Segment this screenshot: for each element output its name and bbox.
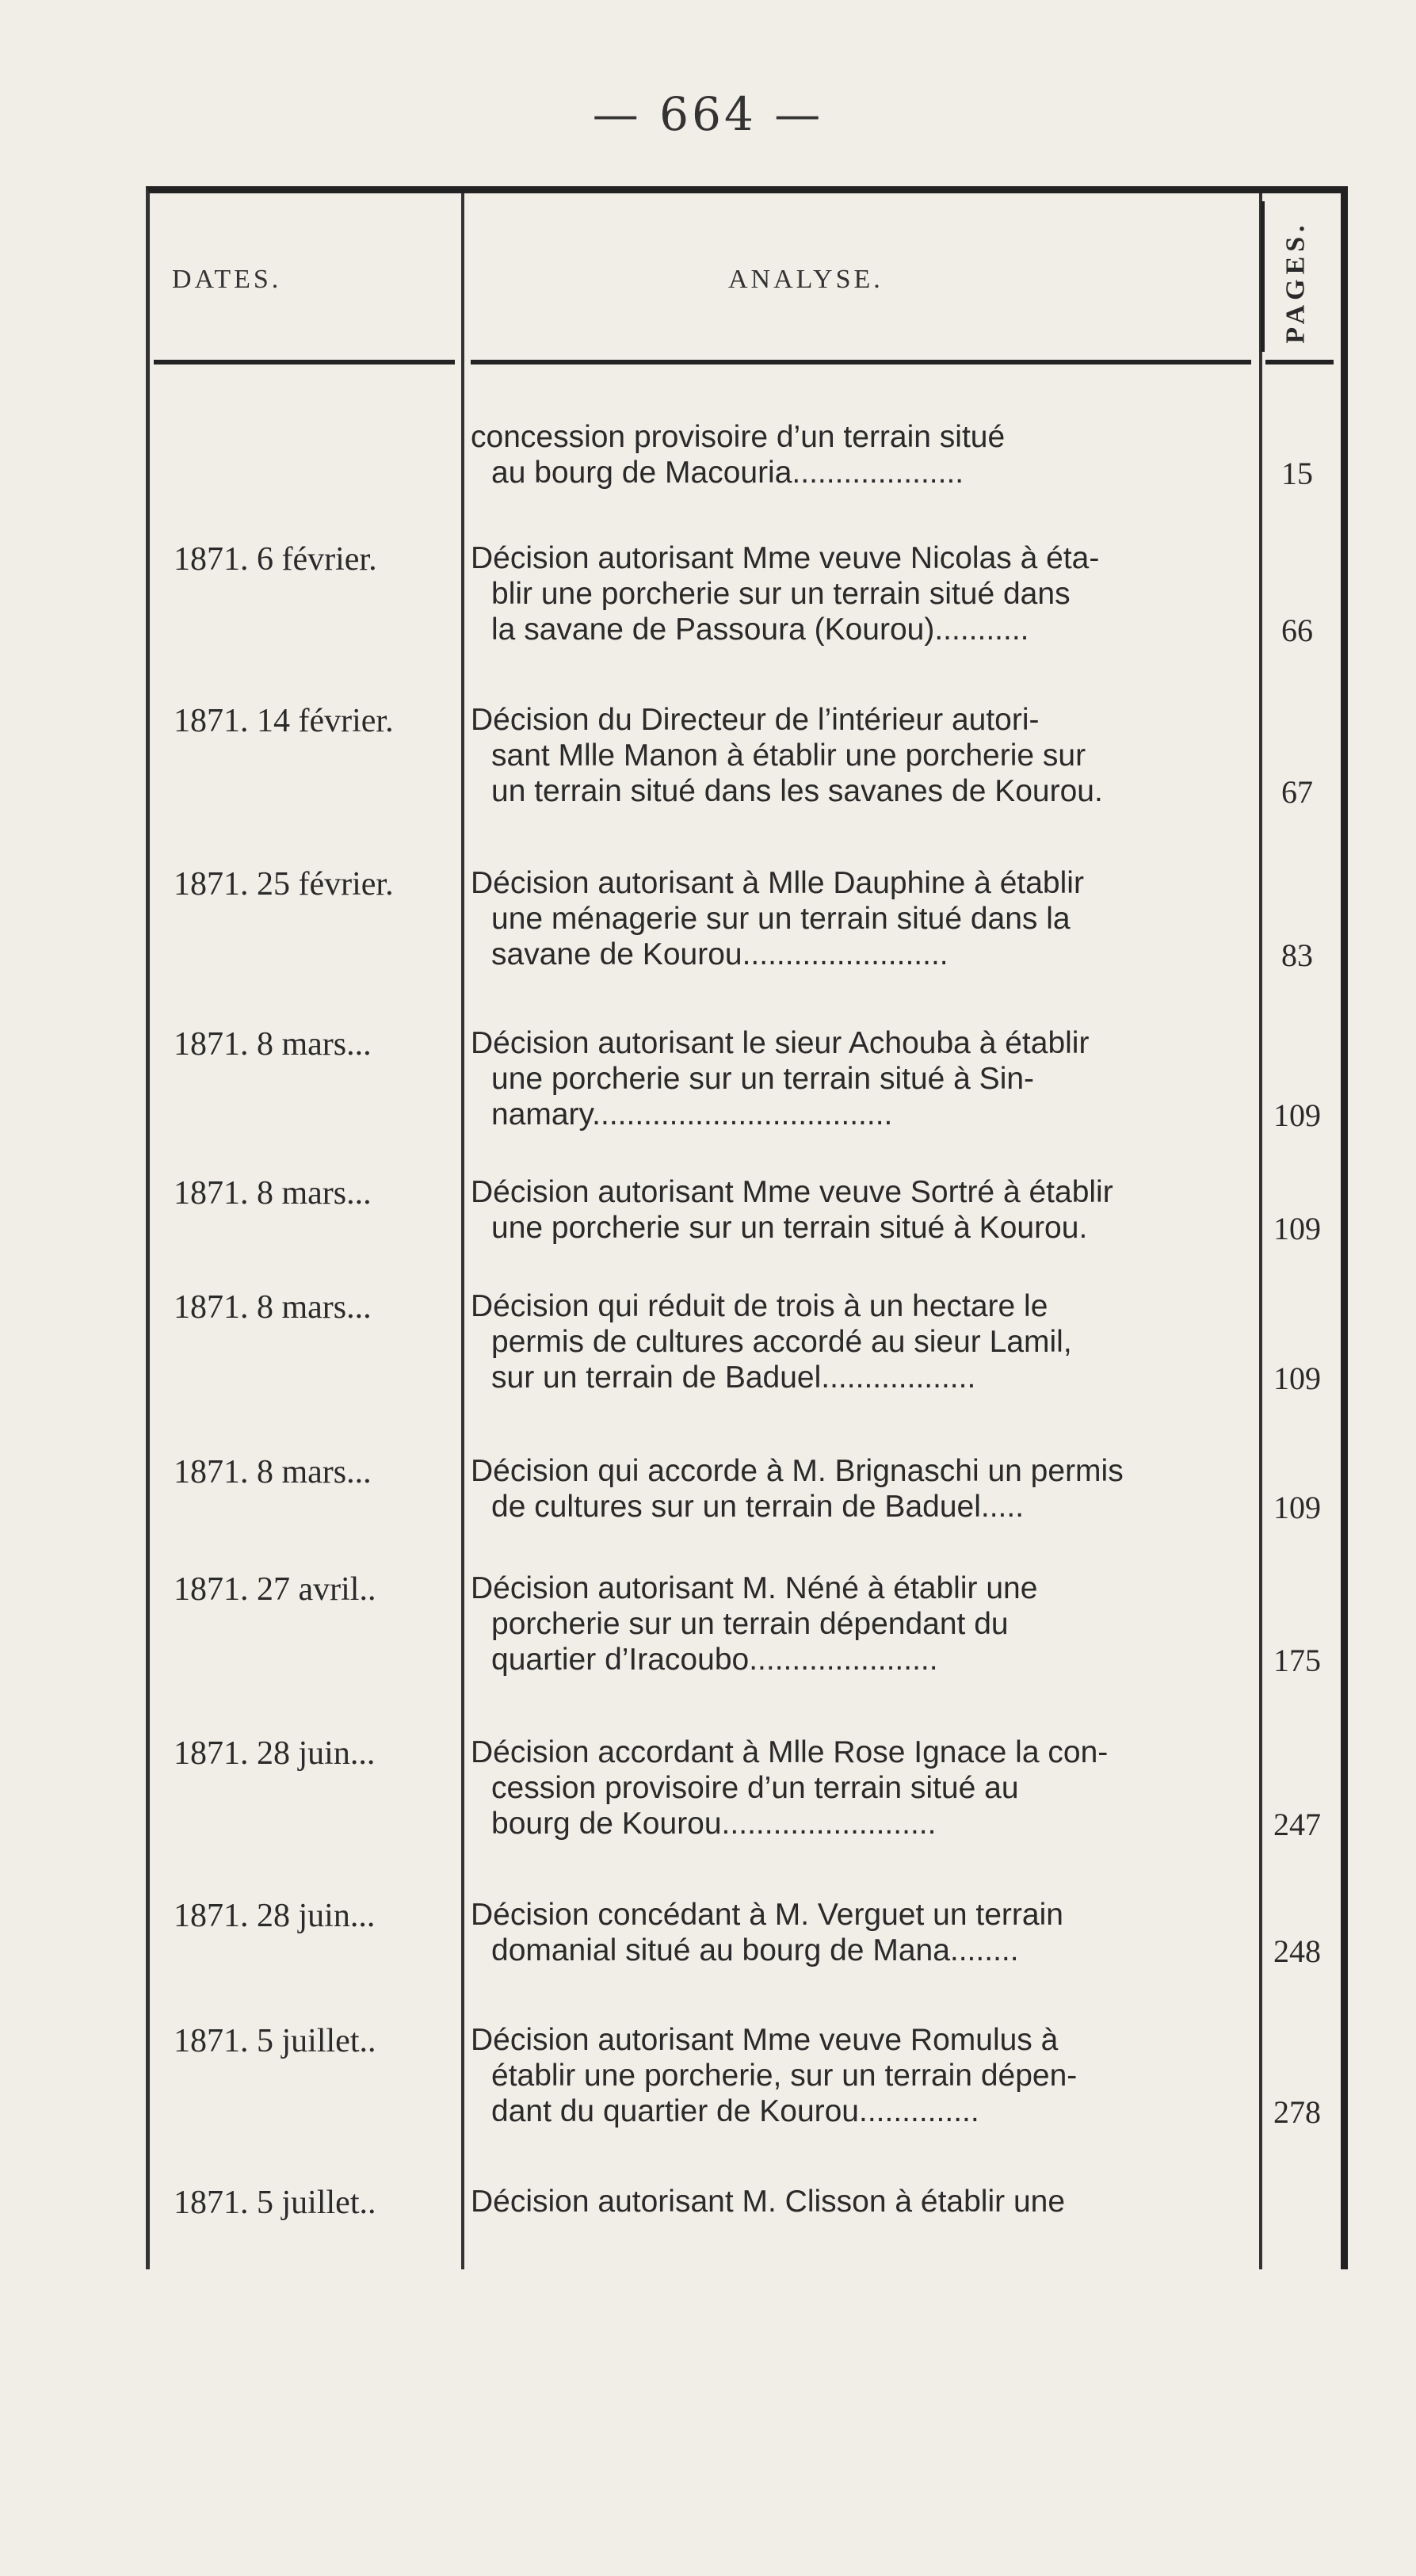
row-analysis [471, 1897, 1263, 1968]
analysis-line: sur un terrain de Baduel.................. [491, 1361, 976, 1395]
analysis-line: domanial situé au bourg de Mana........ [491, 1933, 1019, 1967]
row-page-number: 67 [1281, 774, 1313, 810]
row-page-number: 248 [1273, 1933, 1321, 1969]
row-analysis [471, 1288, 1263, 1395]
analysis-line: Décision autorisant Mme veuve Romulus à [471, 2023, 1059, 2057]
header-pages [1261, 211, 1332, 353]
row-analysis [471, 2022, 1263, 2129]
analysis-line: une ménagerie sur un terrain situé dans la [491, 902, 1071, 936]
row-analysis [471, 540, 1263, 647]
row-page-number: 109 [1273, 1211, 1321, 1246]
analysis-line: Décision concédant à M. Verguet un terrain [471, 1898, 1063, 1932]
row-date: 1871. 8 mars... [174, 1026, 372, 1063]
header-dates: DATES. [172, 265, 282, 294]
analysis-line: Décision autorisant Mme veuve Nicolas à éta- [471, 541, 1100, 575]
analysis-line: une porcherie sur un terrain situé à Sin- [491, 1062, 1035, 1096]
analysis-line: namary................................... [491, 1097, 893, 1132]
page-number: — 664 — [592, 87, 824, 141]
header-rule-analyse [471, 360, 1251, 364]
row-date: 1871. 28 juin... [174, 1735, 376, 1772]
analysis-line: Décision du Directeur de l’intérieur autori- [471, 703, 1040, 737]
row-page-number: 15 [1281, 456, 1313, 491]
row-date: 1871. 28 juin... [174, 1898, 376, 1934]
row-page-number: 109 [1273, 1097, 1321, 1133]
table-frame [146, 186, 1348, 2269]
row-analysis [471, 1025, 1263, 1132]
row-page-number: 83 [1281, 937, 1313, 973]
row-page-number: 247 [1273, 1807, 1321, 1842]
analysis-line: Décision qui accorde à M. Brignaschi un permis [471, 1454, 1124, 1488]
analysis-line: au bourg de Macouria.................... [491, 456, 964, 490]
header-rule-dates [154, 360, 455, 364]
row-date: 1871. 27 avril.. [174, 1571, 376, 1608]
analysis-line: bourg de Kourou......................... [491, 1807, 937, 1841]
analysis-line: concession provisoire d’un terrain situé [471, 420, 1006, 454]
row-date: 1871. 5 juillet.. [174, 2023, 376, 2059]
row-analysis [471, 1174, 1263, 1246]
analysis-line: la savane de Passoura (Kourou)........... [491, 613, 1029, 647]
analysis-line: Décision autorisant à Mlle Dauphine à établir [471, 866, 1084, 900]
analysis-line: de cultures sur un terrain de Baduel..... [491, 1490, 1025, 1524]
analysis-line: Décision autorisant M. Clisson à établir une [471, 2185, 1066, 2219]
analysis-line: Décision autorisant M. Néné à établir une [471, 1571, 1038, 1605]
analysis-line: sant Mlle Manon à établir une porcherie sur [491, 738, 1086, 773]
row-analysis [471, 419, 1263, 490]
row-date: 1871. 14 février. [174, 703, 394, 739]
row-analysis [471, 2184, 1263, 2219]
row-page-number: 109 [1273, 1490, 1321, 1525]
analysis-line: cession provisoire d’un terrain situé au [491, 1771, 1019, 1805]
analysis-line: Décision autorisant Mme veuve Sortré à établir [471, 1175, 1113, 1209]
analysis-line: Décision qui réduit de trois à un hectare le [471, 1289, 1048, 1323]
analysis-line: permis de cultures accordé au sieur Lamil, [491, 1325, 1072, 1359]
header-pages-label: PAGES. [1281, 220, 1311, 344]
analysis-line: dant du quartier de Kourou.............. [491, 2094, 979, 2128]
row-date: 1871. 6 février. [174, 541, 377, 578]
row-page-number: 109 [1273, 1361, 1321, 1396]
analysis-line: établir une porcherie, sur un terrain dépen- [491, 2059, 1078, 2093]
row-analysis [471, 702, 1263, 809]
column-divider-dates [461, 193, 464, 2269]
analysis-line: porcherie sur un terrain dépendant du [491, 1607, 1009, 1641]
analysis-line: quartier d’Iracoubo...................... [491, 1643, 938, 1677]
analysis-line: Décision autorisant le sieur Achouba à établir [471, 1026, 1090, 1060]
row-page-number: 66 [1281, 613, 1313, 648]
row-analysis [471, 1453, 1263, 1525]
row-page-number: 278 [1273, 2094, 1321, 2130]
row-date: 1871. 8 mars... [174, 1454, 372, 1490]
analysis-line: une porcherie sur un terrain situé à Kourou. [491, 1211, 1088, 1245]
header-analyse: ANALYSE. [728, 265, 884, 294]
analysis-line: blir une porcherie sur un terrain situé dans [491, 577, 1071, 611]
row-date: 1871. 8 mars... [174, 1289, 372, 1326]
row-analysis [471, 1570, 1263, 1677]
row-date: 1871. 5 juillet.. [174, 2185, 376, 2221]
row-analysis [471, 865, 1263, 972]
analysis-line: Décision accordant à Mlle Rose Ignace la con- [471, 1735, 1109, 1769]
analysis-line: un terrain situé dans les savanes de Kourou. [491, 774, 1103, 808]
row-analysis [471, 1735, 1263, 1841]
row-date: 1871. 25 février. [174, 866, 394, 903]
row-date: 1871. 8 mars... [174, 1175, 372, 1212]
row-page-number: 175 [1273, 1643, 1321, 1678]
header-rule-pages [1265, 360, 1334, 364]
analysis-line: savane de Kourou........................ [491, 937, 948, 971]
